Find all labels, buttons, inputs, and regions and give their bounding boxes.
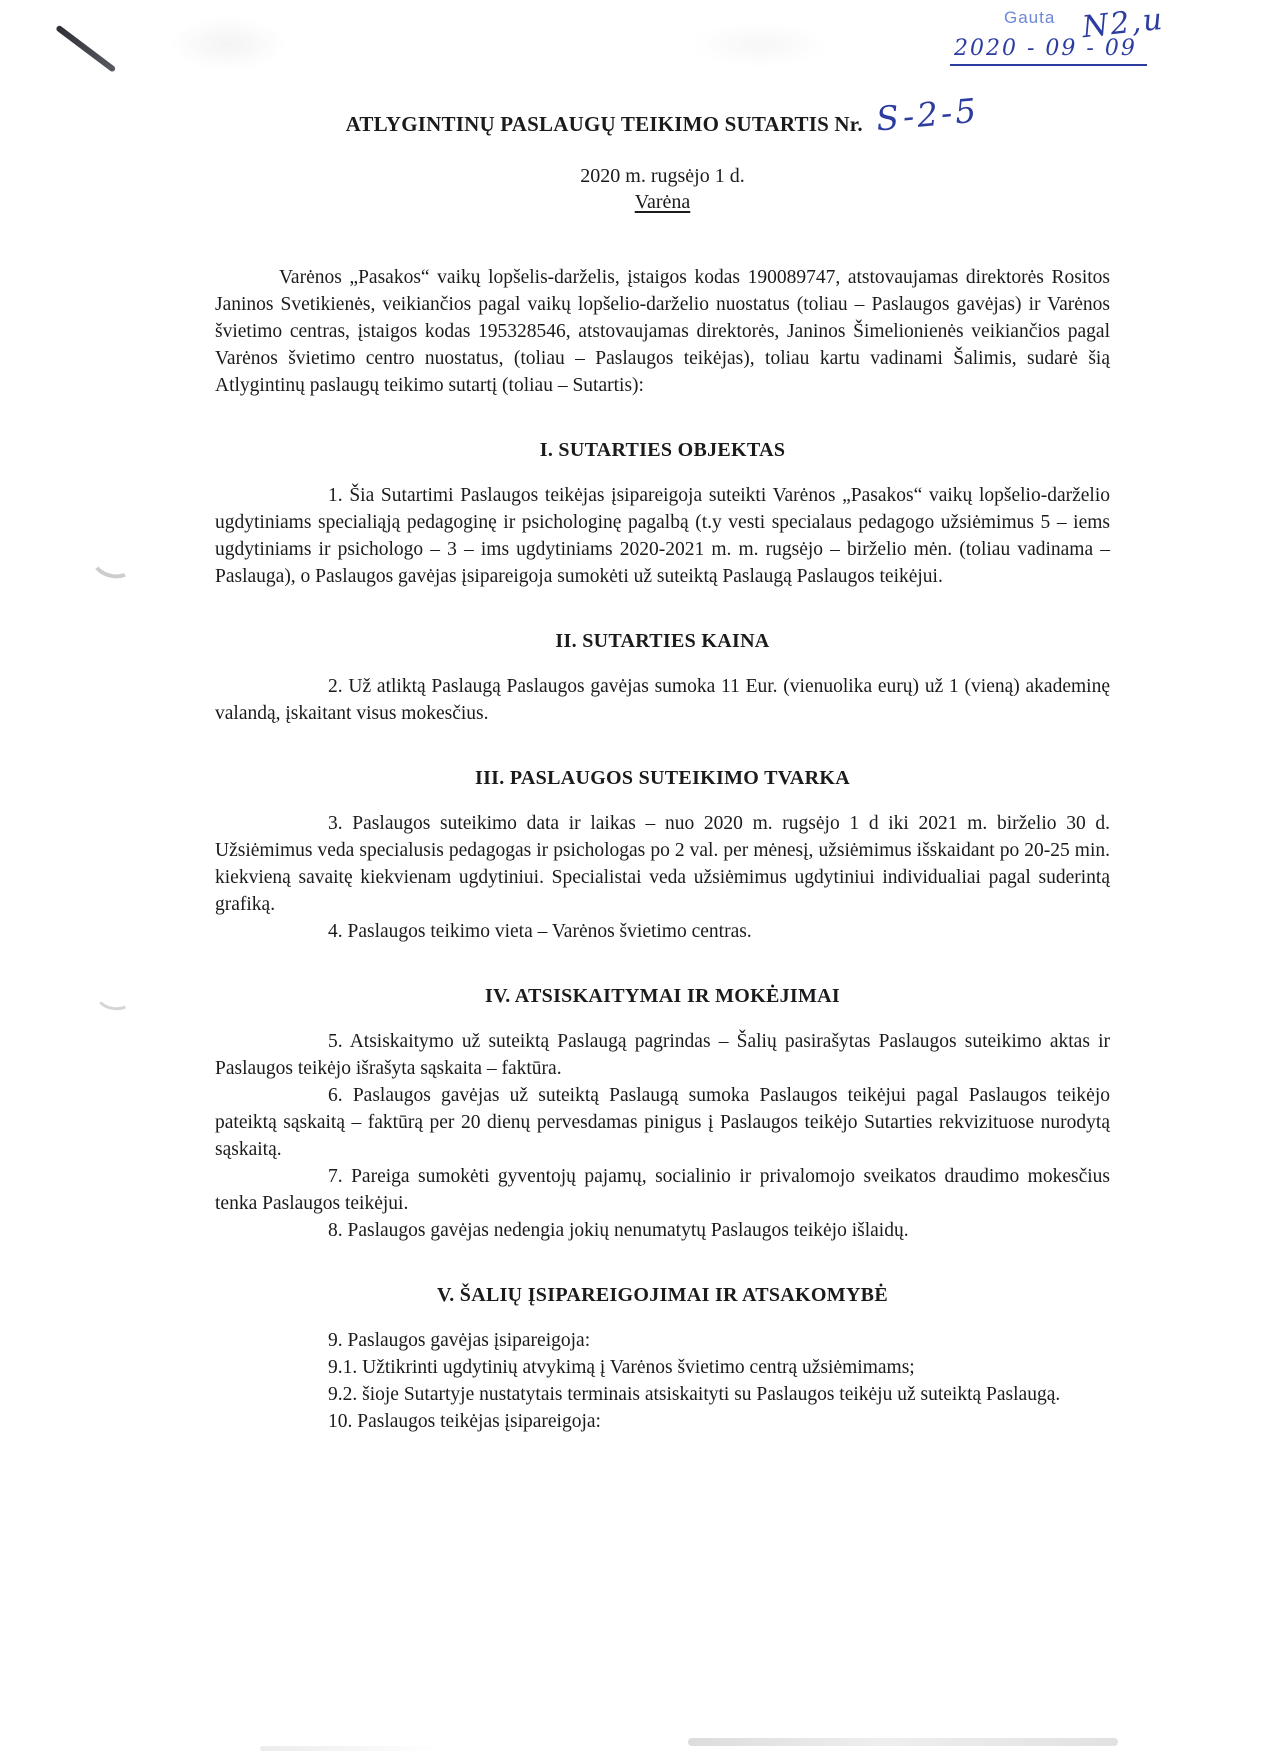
- section-heading-2: II. SUTARTIES KAINA: [555, 630, 770, 652]
- document-place: Varėna: [634, 191, 691, 213]
- paragraph-6: 6. Paslaugos gavėjas už suteiktą Paslaugą sumoka Paslaugos teikėjui pagal Paslaugos teikėjo pateiktą sąskaitą – faktūrą per 20 dienų pervesdamas pinigus į Paslaugos teikėjo Sutarties rekvizituose nurodytą sąskaitą.: [215, 1085, 1110, 1160]
- paragraph-3: 3. Paslaugos suteikimo data ir laikas – nuo 2020 m. rugsėjo 1 d iki 2021 m. birželio 30 d. Užsiėmimus veda specialusis pedagogas ir psichologas po 2 val. per mėnesį, užsiėmimus išskaidant po 20-25 min. kiekvieną savaitę kiekvienam ugdytiniui. Specialistai veda užsiėmimus ugdytiniui individualiai pagal suderintą grafiką.: [215, 813, 1110, 915]
- paragraph-9-2: 9.2. šioje Sutartyje nustatytais terminais atsiskaityti su Paslaugos teikėju už suteiktą Paslaugą.: [328, 1384, 1061, 1405]
- section-heading-4: IV. ATSISKAITYMAI IR MOKĖJIMAI: [485, 985, 840, 1007]
- paragraph-1: 1. Šia Sutartimi Paslaugos teikėjas įsipareigoja suteikti Varėnos „Pasakos“ vaikų lopšelio-darželio ugdytiniams specialiąją pedagoginę ir psichologinę pagalbą (t.y vesti specialaus pedagogo užsiėmimus 5 – iems ugdytiniams ir psichologo – 3 – ims ugdytiniams 2020-2021 m. m. rugsėjo – birželio mėn. (toliau vadinama – Paslauga), o Paslaugos gavėjas įsipareigoja sumokėti už suteiktą Paslaugą Paslaugos teikėjui.: [215, 485, 1110, 587]
- section-heading-5: V. ŠALIŲ ĮSIPAREIGOJIMAI IR ATSAKOMYBĖ: [437, 1284, 888, 1306]
- contract-number-handwritten: S-2-5: [874, 90, 981, 139]
- paragraph-10: 10. Paslaugos teikėjas įsipareigoja:: [328, 1411, 601, 1432]
- paragraph-7: 7. Pareiga sumokėti gyventojų pajamų, socialinio ir privalomojo sveikatos draudimo mokesčius tenka Paslaugos teikėjui.: [215, 1166, 1110, 1214]
- paragraph-4: 4. Paslaugos teikimo vieta – Varėnos švietimo centras.: [328, 921, 752, 942]
- document-date: 2020 m. rugsėjo 1 d.: [580, 165, 745, 187]
- paragraph-9-1: 9.1. Užtikrinti ugdytinių atvykimą į Varėnos švietimo centrą užsiėmimams;: [328, 1357, 915, 1378]
- paragraph-5: 5. Atsiskaitymo už suteiktą Paslaugą pagrindas – Šalių pasirašytas Paslaugos suteikimo aktas ir Paslaugos teikėjo išrašyta sąskaita – faktūra.: [215, 1031, 1110, 1079]
- section-heading-3: III. PASLAUGOS SUTEIKIMO TVARKA: [475, 767, 850, 789]
- stamp-number-handwritten: N2,u: [1080, 1, 1166, 46]
- intro-paragraph: Varėnos „Pasakos“ vaikų lopšelis-darželis, įstaigos kodas 190089747, atstovaujamas direktorės Rositos Janinos Svetikienės, veikiančios pagal vaikų lopšelio-darželio nuostatus (toliau – Paslaugos gavėjas) ir Varėnos švietimo centras, įstaigos kodas 195328546, atstovaujamas direktorės, Janinos Šimelionienės veikiančios pagal Varėnos švietimo centro nuostatus, (toliau – Paslaugos teikėjas), toliau kartu vadinami Šalimis, sudarė šią Atlygintinų paslaugų teikimo sutartį (toliau – Sutartis):: [215, 267, 1110, 396]
- paragraph-9: 9. Paslaugos gavėjas įsipareigoja:: [328, 1330, 591, 1351]
- document-title: [215, 90, 1110, 139]
- document-title-text: ATLYGINTINŲ PASLAUGŲ TEIKIMO SUTARTIS Nr.: [345, 112, 863, 136]
- stamp-gauta-label: Gauta: [1004, 8, 1056, 27]
- received-stamp: [944, 1, 1276, 90]
- stamp-date-handwritten: 2020 - 09 - 09: [950, 36, 1147, 66]
- scan-artifact: [260, 1746, 440, 1751]
- scan-artifact: [688, 1738, 1118, 1746]
- paragraph-2: 2. Už atliktą Paslaugą Paslaugos gavėjas sumoka 11 Eur. (vienuolika eurų) už 1 (vieną) akademinę valandą, įskaitant visus mokesčius.: [215, 676, 1110, 724]
- paragraph-8: 8. Paslaugos gavėjas nedengia jokių nenumatytų Paslaugos teikėjo išlaidų.: [328, 1220, 909, 1241]
- section-heading-1: I. SUTARTIES OBJEKTAS: [539, 439, 786, 461]
